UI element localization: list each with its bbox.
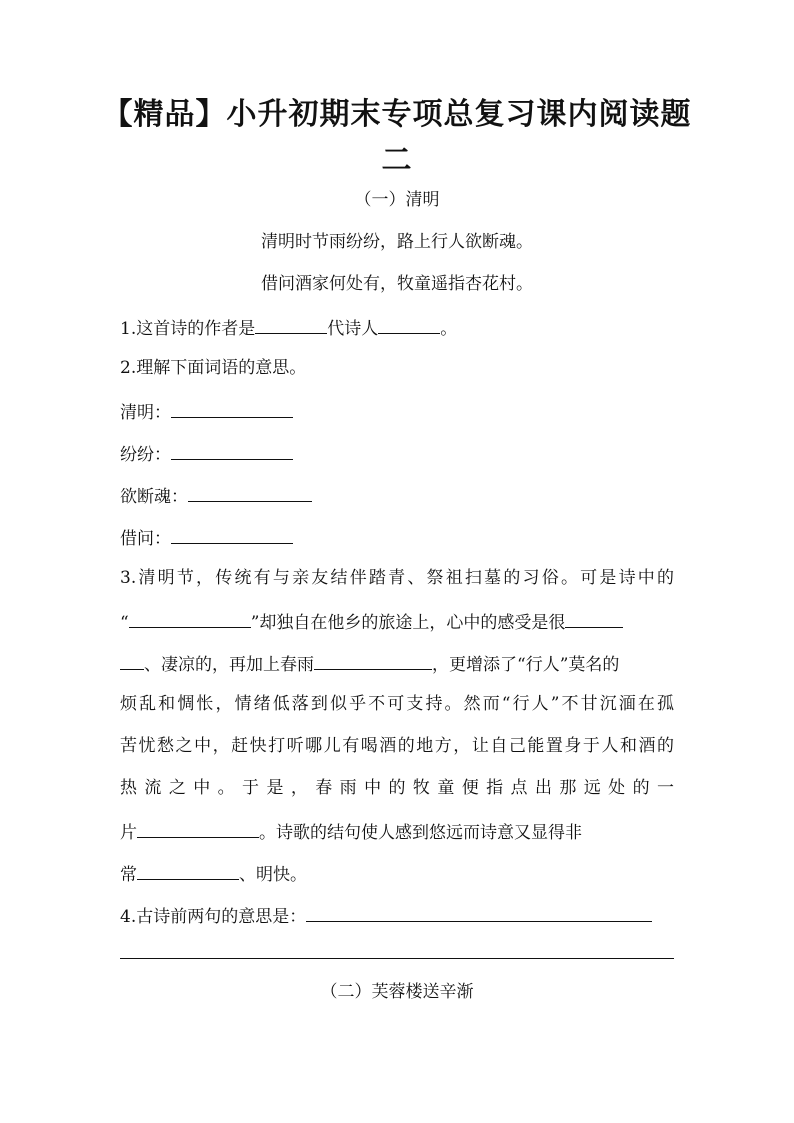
q3-text: 。诗歌的结句使人感到悠远而诗意又显得非 (259, 823, 582, 843)
q2-term-yuduanhun: 欲断魂： (120, 487, 188, 507)
q3-text: 常 (120, 865, 137, 885)
q1-text-1: 1.这首诗的作者是 (120, 319, 256, 339)
q3-who-blank[interactable] (129, 608, 251, 628)
q3-text: 、明快。 (239, 865, 307, 885)
q3-text: 、凄凉的，再加上春雨 (144, 655, 314, 675)
q3-text: ”却独自在他乡的旅途上，心中的感受是很 (250, 613, 566, 633)
q2-term-row (120, 440, 674, 467)
q3-line: 苦忧愁之中，赶快打听哪儿有喝酒的地方，让自己能置身于人和酒的 (120, 736, 674, 756)
q3-line (120, 860, 674, 887)
q2-term-qingming: 清明： (120, 403, 171, 423)
q1-text-2: 代诗人 (327, 319, 379, 339)
poem-line-2: 借问酒家何处有，牧童遥指杏花村。 (261, 274, 533, 294)
q2-term-row (120, 398, 674, 425)
q3-style-blank[interactable] (137, 860, 239, 880)
poem-line-1: 清明时节雨纷纷，路上行人欲断魂。 (261, 232, 533, 252)
q2-term-jiewen: 借问： (120, 529, 171, 549)
q2-answer-blank[interactable] (188, 482, 312, 502)
q4-answer-blank[interactable] (306, 902, 652, 922)
q2-answer-blank[interactable] (171, 524, 293, 544)
q3-open-quote: “ (120, 613, 129, 633)
q3-feeling-blank[interactable] (565, 608, 623, 628)
q3-place-blank[interactable] (137, 818, 259, 838)
q3-text: 片 (120, 823, 137, 843)
q3-line: 烦乱和惆怅，情绪低落到似乎不可支持。然而“行人”不甘沉湎在孤 (120, 694, 674, 714)
q2-term-row (120, 482, 674, 509)
q2-answer-blank[interactable] (171, 440, 293, 460)
q3-line: 热流之中。于是，春雨中的牧童便指点出那远处的一 (120, 778, 674, 798)
q3-rain-blank[interactable] (314, 650, 432, 670)
q2-term-fenfen: 纷纷： (120, 445, 171, 465)
q4-prompt: 4.古诗前两句的意思是： (120, 907, 307, 927)
question-2-prompt: 2.理解下面词语的意思。 (120, 358, 307, 378)
q1-text-3: 。 (440, 319, 458, 339)
question-1 (120, 314, 674, 341)
q3-line (120, 650, 674, 677)
q4-answer-line[interactable] (120, 958, 674, 959)
section-heading-qingming: （一）清明 (354, 190, 440, 210)
q2-term-row (120, 524, 674, 551)
q3-feeling-blank-cont[interactable] (120, 650, 144, 670)
q3-line: 3.清明节，传统有与亲友结伴踏青、祭祖扫墓的习俗。可是诗中的 (120, 568, 674, 588)
section-heading-furonglou: （二）芙蓉楼送辛渐 (320, 982, 474, 1002)
q1-poet-blank[interactable] (378, 314, 440, 334)
q1-dynasty-blank[interactable] (255, 314, 327, 334)
q3-text: ，更增添了“行人”莫名的 (432, 655, 620, 675)
q3-line (120, 608, 674, 635)
question-4 (120, 902, 674, 929)
q2-answer-blank[interactable] (171, 398, 293, 418)
q3-line (120, 818, 674, 845)
page-title: 【精品】小升初期末专项总复习课内阅读题二 (102, 97, 692, 178)
